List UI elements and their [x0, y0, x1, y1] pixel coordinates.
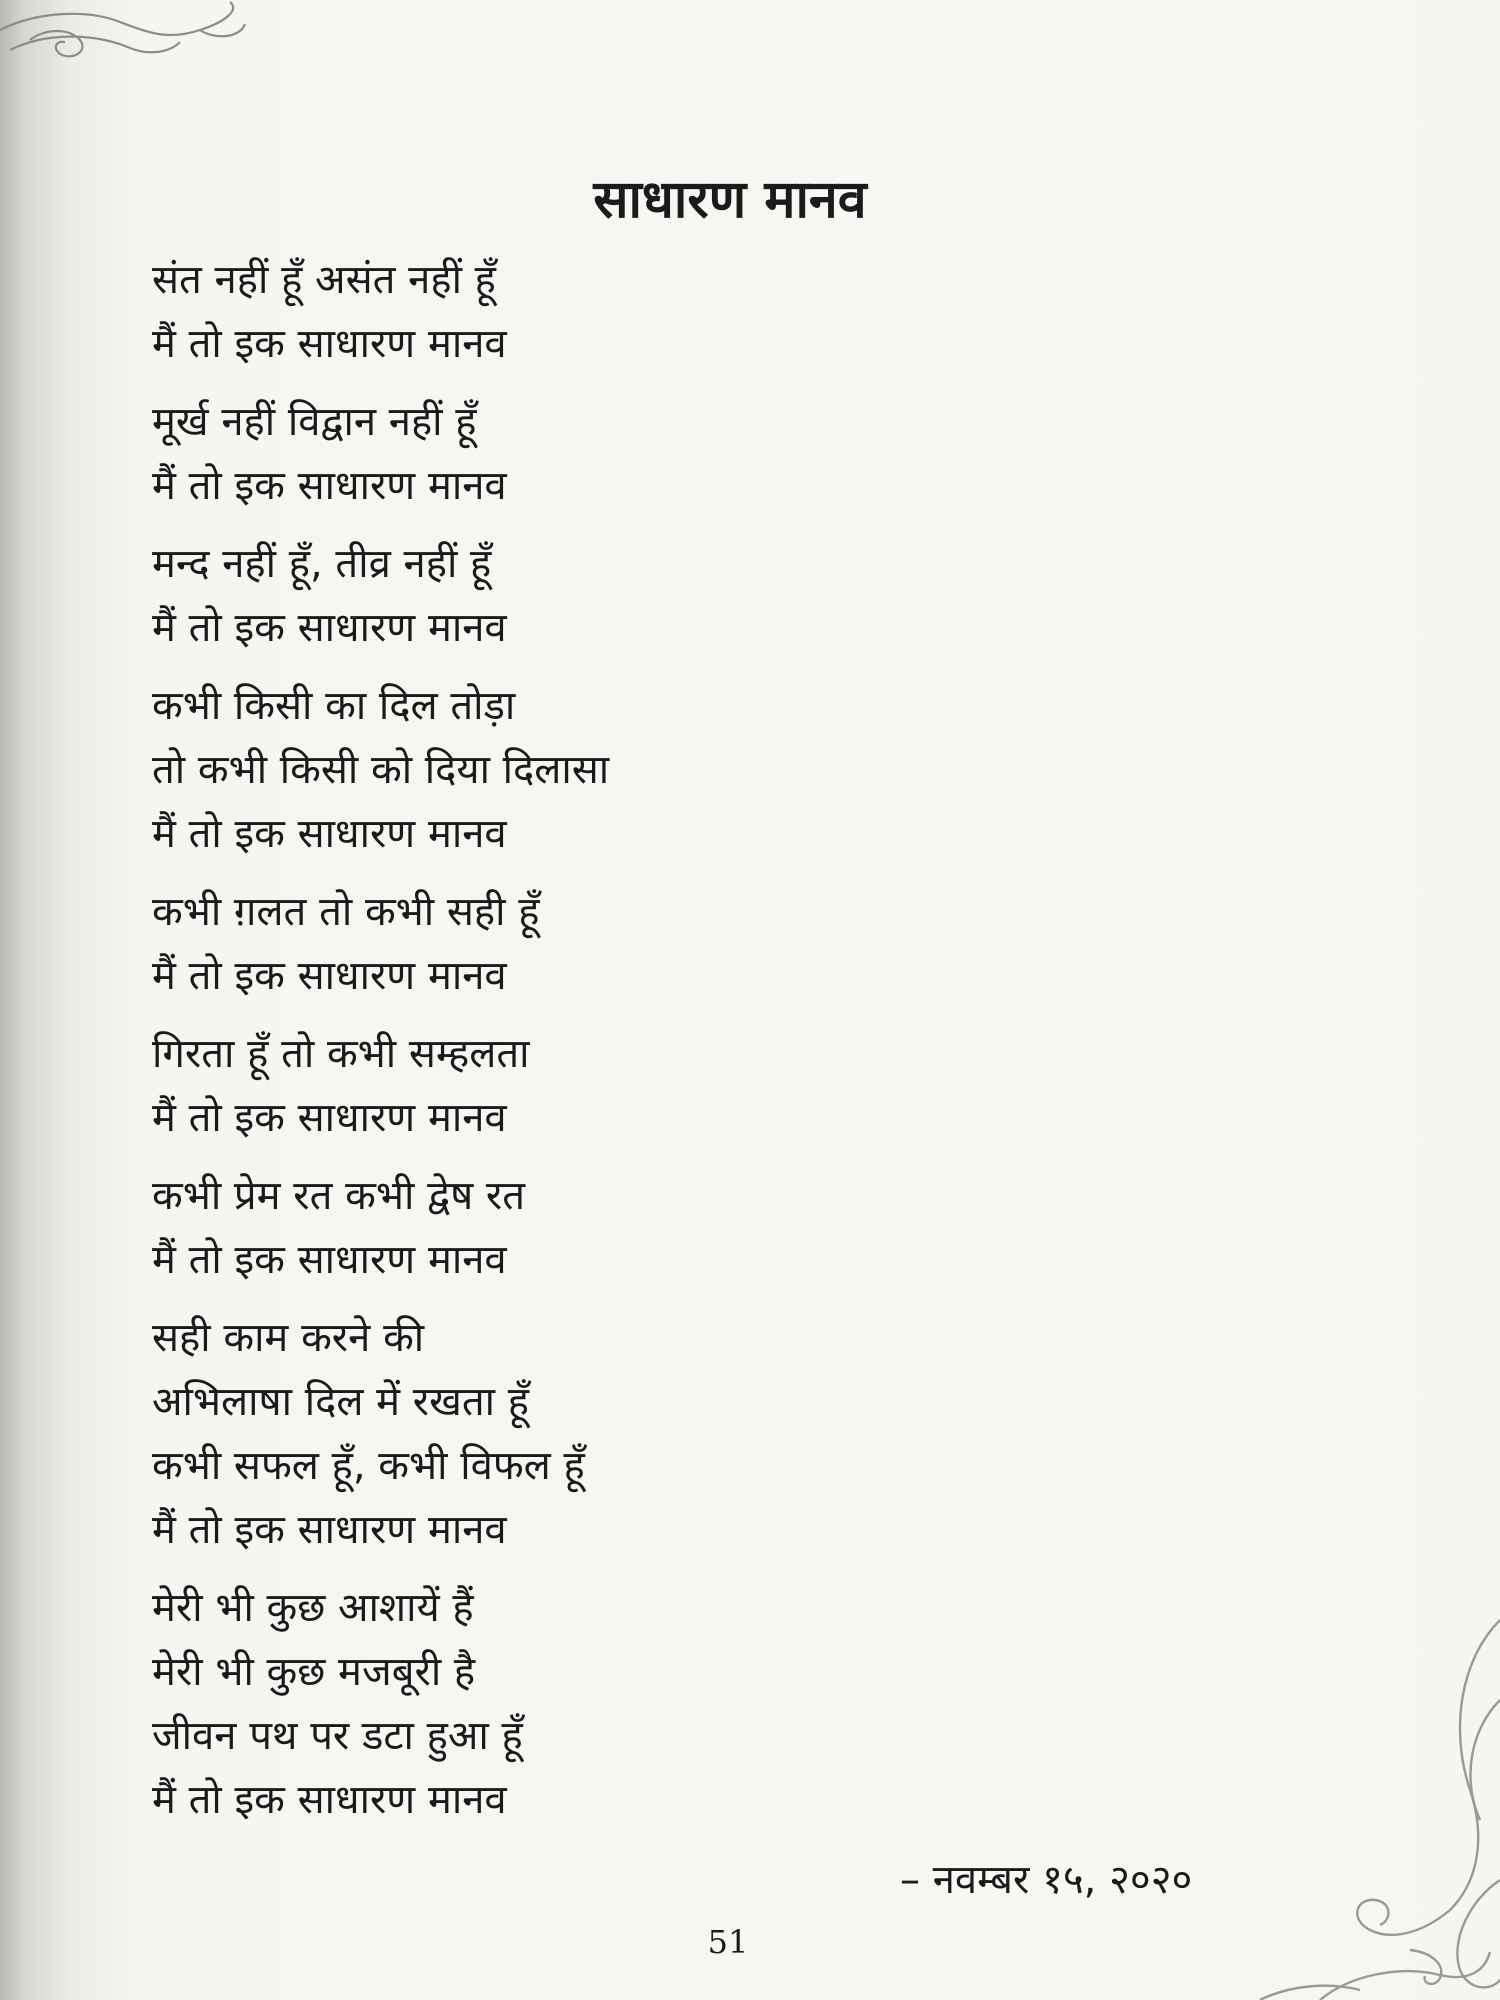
poem-line: कभी किसी का दिल तोड़ा [152, 683, 516, 729]
stanza [152, 532, 1052, 660]
corner-flourish-bottom-right [1200, 1580, 1500, 2000]
poem-line: मूर्ख नहीं विद्वान नहीं हूँ [152, 399, 477, 445]
poem-line: मैं तो इक साधारण मानव [152, 1777, 507, 1823]
poem-line: मैं तो इक साधारण मानव [152, 1507, 507, 1553]
poem-line: मेरी भी कुछ आशायें हैं [152, 1585, 474, 1631]
stanza [152, 674, 1052, 866]
stanza [152, 1306, 1052, 1562]
stanza [152, 1022, 1052, 1150]
poem-line: मैं तो इक साधारण मानव [152, 953, 507, 999]
poem-line: सही काम करने की [152, 1315, 425, 1361]
page-number: 51 [707, 1923, 749, 1961]
poem-line: कभी प्रेम रत कभी द्वेष रत [152, 1173, 526, 1219]
stanza [152, 1576, 1052, 1832]
poem-line: मैं तो इक साधारण मानव [152, 463, 507, 509]
poem-line: मैं तो इक साधारण मानव [152, 1095, 507, 1141]
poem-line: गिरता हूँ तो कभी सम्हलता [152, 1031, 530, 1077]
stanza [152, 390, 1052, 518]
poem-line: मैं तो इक साधारण मानव [152, 321, 507, 367]
poem-line: जीवन पथ पर डटा हुआ हूँ [152, 1713, 523, 1759]
poem-line: मैं तो इक साधारण मानव [152, 605, 507, 651]
poem-line: मेरी भी कुछ मजबूरी है [152, 1649, 476, 1695]
poem-line: कभी सफल हूँ, कभी विफल हूँ [152, 1443, 585, 1489]
poem-line: मन्द नहीं हूँ, तीव्र नहीं हूँ [152, 541, 492, 587]
poem-line: तो कभी किसी को दिया दिलासा [152, 747, 610, 793]
stanza [152, 248, 1052, 376]
stanza [152, 1164, 1052, 1292]
poem-line: संत नहीं हूँ असंत नहीं हूँ [152, 257, 496, 303]
poem-title: साधारण मानव [593, 169, 867, 230]
poem-line: मैं तो इक साधारण मानव [152, 811, 507, 857]
poem-line: कभी ग़लत तो कभी सही हूँ [152, 889, 540, 935]
poem-line: मैं तो इक साधारण मानव [152, 1237, 507, 1283]
corner-flourish-top-left [0, 0, 260, 80]
poem-date: – नवम्बर १५, २०२० [900, 1857, 1193, 1903]
poem-body [152, 248, 1052, 1846]
stanza [152, 880, 1052, 1008]
poem-line: अभिलाषा दिल में रखता हूँ [152, 1379, 529, 1425]
